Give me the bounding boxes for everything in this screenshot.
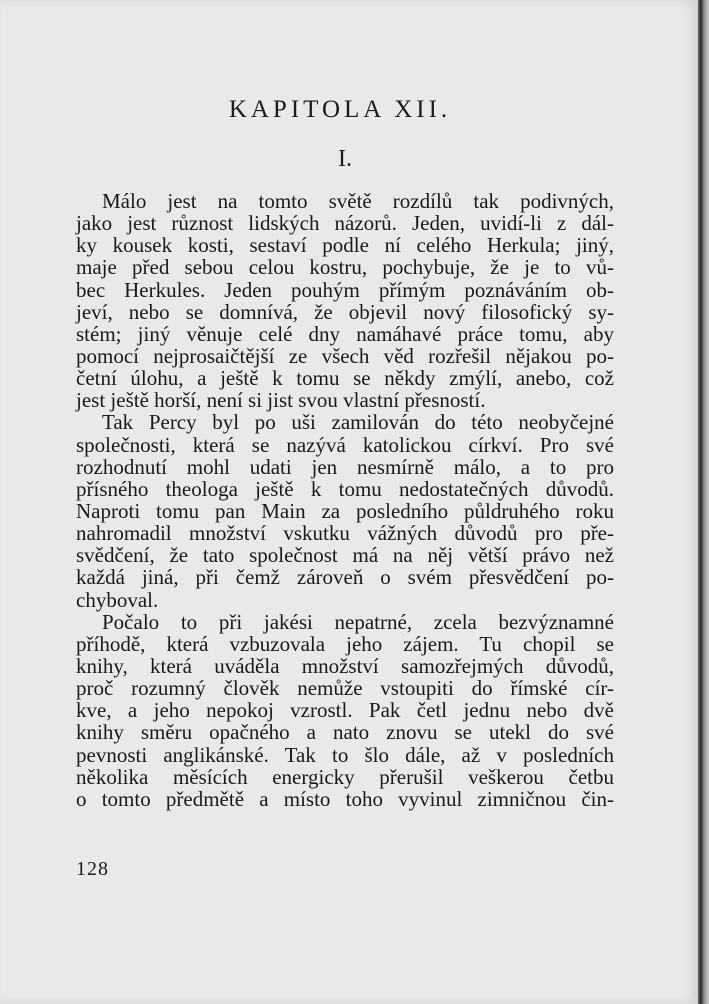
text-line: jest ještě horší, není si jist svou vlastní přesností. bbox=[76, 388, 486, 413]
text-line: jeví, nebo se domnívá, že objevil nový filosofický sy- bbox=[76, 299, 614, 324]
text-line: kve, a jeho nepokoj vzrostl. Pak četl jednu nebo dvě bbox=[76, 698, 614, 723]
chapter-title: KAPITOLA XII. bbox=[228, 96, 452, 123]
text-line: pevnosti anglikánské. Tak to šlo dále, až v posledních bbox=[76, 742, 614, 767]
text-line: přísného theologa ještě k tomu nedostatečných důvodů. bbox=[76, 476, 614, 501]
text-line: příhodě, která vzbuzovala jeho zájem. Tu chopil se bbox=[76, 631, 614, 656]
text-line: knihy směru opačného a nato znovu se utekl do své bbox=[76, 720, 614, 745]
text-line: o tomto předmětě a místo toho vyvinul zimničnou čin- bbox=[76, 786, 614, 811]
text-line: pomocí nejprosaičtější ze všech věd rozřešil nějakou po- bbox=[76, 343, 614, 368]
body-text bbox=[76, 190, 614, 810]
text-line: ky kousek kosti, sestaví podle ní celého Herkula; jiný, bbox=[76, 233, 614, 258]
text-line: několika měsících energicky přerušil veškerou četbu bbox=[76, 764, 614, 789]
page-binding-edge bbox=[698, 0, 709, 1004]
text-line: chyboval. bbox=[76, 587, 159, 612]
page-number: 128 bbox=[76, 858, 109, 880]
text-line: maje před sebou celou kostru, pochybuje, že je to vů- bbox=[76, 255, 614, 280]
text-line: Tak Percy byl po uši zamilován do této neobyčejné bbox=[102, 410, 614, 435]
text-line: četní úlohu, a ještě k tomu se někdy zmýlí, anebo, což bbox=[76, 366, 614, 391]
text-line: Počalo to při jakési nepatrné, zcela bezvýznamné bbox=[102, 609, 614, 634]
text-line: rozhodnutí mohl udati jen nesmírně málo, a to pro bbox=[76, 454, 614, 479]
text-line: každá jiná, při čemž zároveň o svém přesvědčení po- bbox=[76, 565, 614, 590]
text-line: Málo jest na tomto světě rozdílů tak podivných, bbox=[102, 189, 614, 213]
text-line: nahromadil množství vskutku vážných důvodů pro pře- bbox=[76, 521, 614, 546]
text-line: jako jest různost lidských názorů. Jeden, uvidí-li z dál- bbox=[76, 211, 614, 236]
text-line: bec Herkules. Jeden pouhým přímým poznáváním ob- bbox=[76, 277, 614, 302]
text-line: proč rozumný člověk nemůže vstoupiti do římské cír- bbox=[76, 676, 614, 701]
text-line: svědčení, že tato společnost má na něj větší právo než bbox=[76, 543, 614, 568]
section-number: I. bbox=[338, 146, 352, 172]
text-line: stém; jiný věnuje celé dny namáhavé práce tomu, aby bbox=[76, 321, 614, 346]
text-line: Naproti tomu pan Main za posledního půldruhého roku bbox=[76, 498, 614, 523]
text-line: knihy, která uváděla množství samozřejmých důvodů, bbox=[76, 653, 614, 678]
text-line: společnosti, která se nazývá katolickou církví. Pro své bbox=[76, 432, 614, 457]
